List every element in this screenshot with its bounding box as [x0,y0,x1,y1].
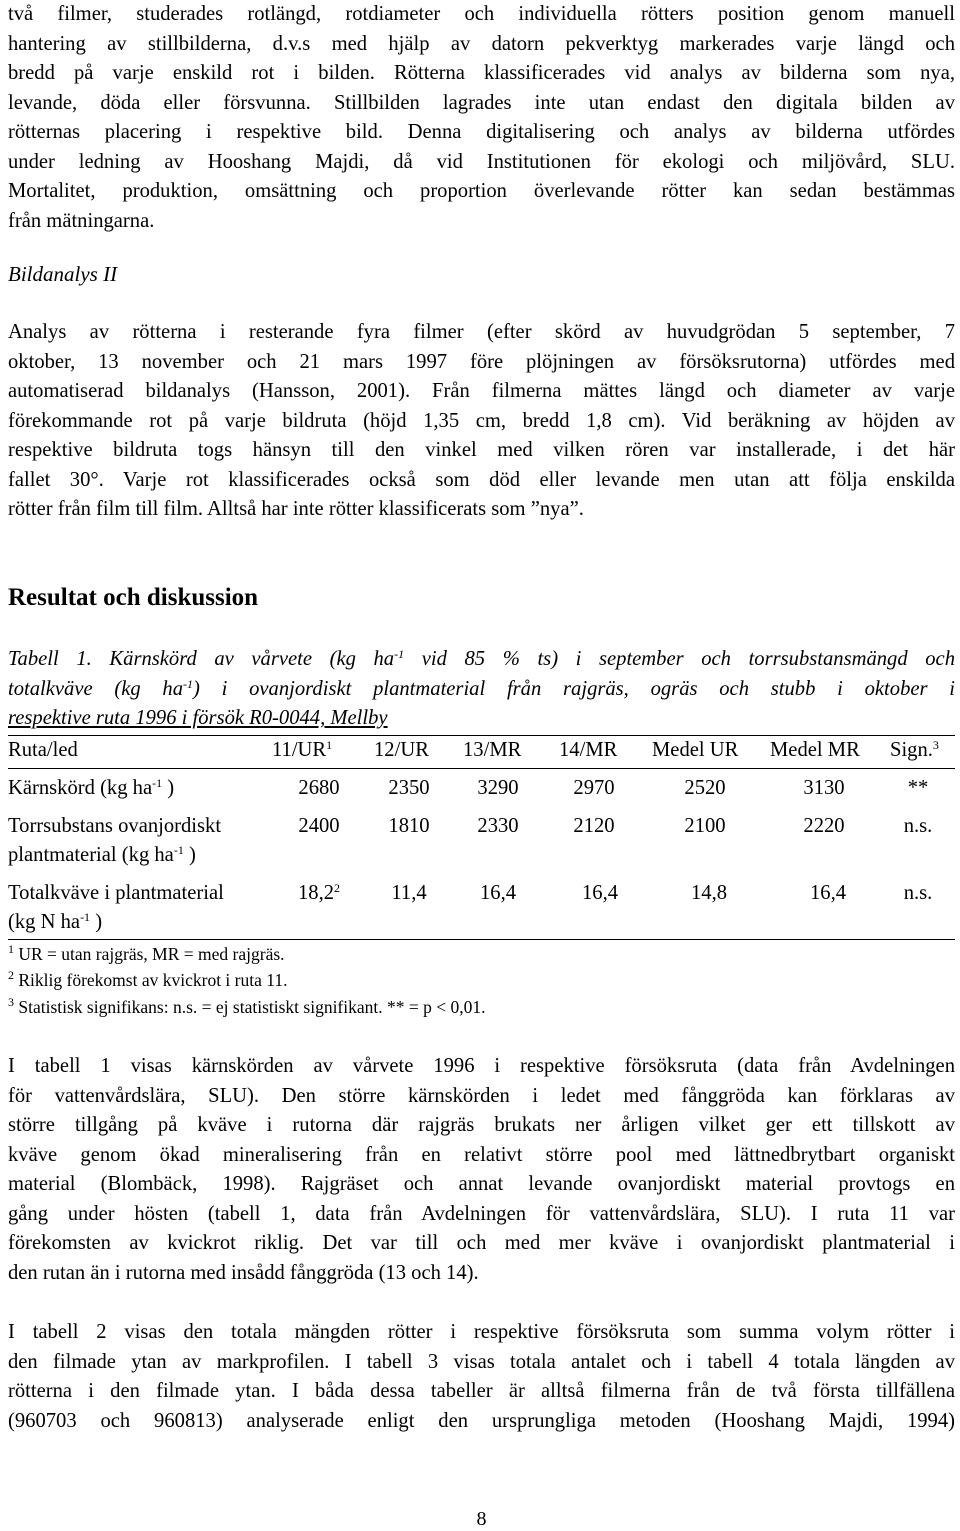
text-line: Mortalitet, produktion, omsättning och proportion överlevande rötter kan sedan bestämmas [8,180,955,202]
caption-sup: -1 [183,676,194,691]
tabell1-paragraph [8,1052,955,1288]
table-cell: 2520 [684,777,726,799]
table-cell: 2970 [573,777,615,799]
row-label-torrsubstans: Torrsubstans ovanjordiskt [8,815,222,837]
footnote-3 [8,997,486,1018]
footnote-2 [8,970,287,991]
label-text: plantmaterial (kg ha [8,844,174,866]
header-text: 11/UR [272,739,327,761]
header-14-mr: 14/MR [559,739,618,761]
table-cell: 11,4 [391,882,427,904]
text-line: under ledning av Hooshang Majdi, då vid Institutionen för ekologi och miljövård, SLU. [8,150,955,173]
table-cell-sign: ** [907,777,929,799]
table-cell: 16,4 [581,882,619,904]
text-line: I tabell 2 visas den totala mängden rötter i respektive försöksruta som summa volym rötter i [8,1321,955,1343]
table-caption [8,645,955,734]
text-line: rötterna i den filmade ytan. I båda dessa tabeller är alltså filmerna från de två första tillfällena [8,1380,955,1402]
header-text: Sign. [890,739,933,761]
caption-line [8,675,955,705]
table-cell: 16,4 [809,882,847,904]
subheading-bildanalys: Bildanalys II [8,262,118,286]
caption-text: ) i ovanjordiskt plantmaterial från rajgräs, ogräs och stubb i oktober i [193,677,955,700]
caption-sup: -1 [394,647,405,661]
text-line: hantering av stillbilderna, d.v.s med hjälp av datorn pekverktyg markerades varje längd och [8,32,955,55]
intro-paragraph [8,0,955,236]
header-11-ur [272,739,332,762]
table-rule-top [8,735,955,736]
table-cell-sign: n.s. [903,815,933,837]
table-cell-sign: n.s. [903,882,933,904]
label-text: (kg N ha [8,911,81,933]
footnote-1 [8,944,285,965]
table-cell: 2100 [684,815,726,837]
footnote-mark: 1 [8,942,14,956]
label-sup: -1 [173,843,184,857]
text-line: Analys av rötterna i resterande fyra filmer (efter skörd av huvudgrödan 5 september, 7 [8,321,955,343]
header-medel-mr: Medel MR [770,739,860,761]
label-text: ) [183,844,196,866]
footnote-text: Riklig förekomst av kvickrot i ruta 11. [14,970,288,990]
label-sup: -1 [152,776,163,790]
table-cell: 1810 [388,815,430,837]
footnote-text: UR = utan rajgräs, MR = med rajgräs. [14,944,285,964]
table-rule-bottom [8,939,955,940]
table-cell: 16,4 [479,882,517,904]
text-line: material (Blombäck, 1998). Rajgräset och annat levande ovanjordiskt material provtogs en [8,1173,955,1195]
table-cell: 3130 [803,777,845,799]
row-label-torrsubstans-2 [8,844,196,867]
text-line: (960703 och 960813) analyserade enligt den ursprungliga metoden (Hooshang Majdi, 1994) [8,1409,955,1432]
page-number: 8 [476,1508,487,1530]
table-cell: 2400 [298,815,340,837]
header-ruta-led: Ruta/led [8,739,78,761]
text-line: från mätningarna. [8,209,155,232]
table-cell: 2120 [573,815,615,837]
text-line: för vattenvårdslära, SLU). Den större kärnskörden i ledet med fånggröda kan förklaras av [8,1084,955,1107]
header-12-ur: 12/UR [374,739,429,761]
footnote-mark: 2 [8,968,14,982]
text-line: den rutan än i rutorna med insådd fånggröda (13 och 14). [8,1261,479,1284]
text-line: förekomsten av kvickrot riklig. Det var till och med mer kväve i ovanjordiskt plantmaterial i [8,1232,955,1254]
row-label-karnskord [8,777,174,800]
cell-text: 18,2 [297,882,335,904]
text-line: oktober, 13 november och 21 mars 1997 före plöjningen av försöksrutorna) utfördes med [8,350,955,373]
header-sup: 1 [326,738,333,752]
text-line: kväve genom ökad mineralisering från en relativt större pool med lättnedbrytbart organiskt [8,1143,955,1166]
label-text: ) [162,777,175,799]
header-medel-ur: Medel UR [652,739,739,761]
label-text: ) [90,911,103,933]
text-line: I tabell 1 visas kärnskörden av vårvete 1996 i respektive försöksruta (data från Avdelningen [8,1055,955,1077]
header-sup: 3 [932,738,939,752]
table-rule-header [8,768,955,769]
table-cell: 2220 [803,815,845,837]
text-line: rötter från film till film. Alltså har inte rötter klassificerats som ”nya”. [8,498,584,520]
text-line: större tillgång på kväve i rutorna där rajgräs brukats ner årligen vilket ger ett tillskott av [8,1114,955,1136]
caption-text: totalkväve (kg ha [8,677,184,700]
text-line: respektive bildruta togs hänsyn till den vinkel med vilken rören var installerade, i det här [8,439,955,461]
caption-text: vid 85 % ts) i september och torrsubstansmängd och [404,648,955,670]
bildanalys-paragraph [8,318,955,525]
text-line: automatiserad bildanalys (Hansson, 2001). Från filmerna mättes längd och diameter av varje [8,380,955,402]
text-line: rötternas placering i respektive bild. Denna digitalisering och analys av bilderna utfördes [8,121,955,143]
section-title: Resultat och diskussion [8,584,259,611]
caption-line: respektive ruta 1996 i försök R0-0044, Mellby [8,707,388,729]
row-label-totalkvave: Totalkväve i plantmaterial [8,882,224,904]
table-cell: 3290 [477,777,519,799]
row-label-totalkvave-2 [8,911,102,934]
text-line: två filmer, studerades rotlängd, rotdiameter och individuella rötters position genom manuell [8,3,955,25]
text-line: fallet 30°. Varje rot klassificerades också som död eller levande men utan att följa enskilda [8,468,955,491]
table-cell: 2680 [298,777,340,799]
text-line: förekommande rot på varje bildruta (höjd 1,35 cm, bredd 1,8 cm). Vid beräkning av höjden av [8,409,955,432]
footnote-text: Statistisk signifikans: n.s. = ej statistiskt signifikant. ** = p < 0,01. [14,997,486,1017]
header-sign [890,739,939,762]
table-cell: 2330 [477,815,519,837]
text-line: den filmade ytan av markprofilen. I tabell 3 visas totala antalet och i tabell 4 totala längden av [8,1350,955,1373]
footnote-mark: 3 [8,995,14,1009]
text-line: bredd på varje enskild rot i bilden. Rötterna klassificerades vid analys av bilderna som nya, [8,62,955,84]
table-cell: 14,8 [690,882,728,904]
text-line: levande, döda eller försvunna. Stillbilden lagrades inte utan endast den digitala bilden av [8,91,955,114]
cell-sup: 2 [334,881,341,895]
label-text: Kärnskörd (kg ha [8,777,153,799]
caption-line [8,645,955,675]
caption-text: Tabell 1. Kärnskörd av vårvete (kg ha [8,648,395,670]
header-13-mr: 13/MR [463,739,522,761]
table-cell [284,882,354,905]
text-line: gång under hösten (tabell 1, data från Avdelningen för vattenvårdslära, SLU). I ruta 11 var [8,1202,955,1225]
tabell2-paragraph [8,1318,955,1436]
table-cell: 2350 [388,777,430,799]
label-sup: -1 [80,910,91,924]
